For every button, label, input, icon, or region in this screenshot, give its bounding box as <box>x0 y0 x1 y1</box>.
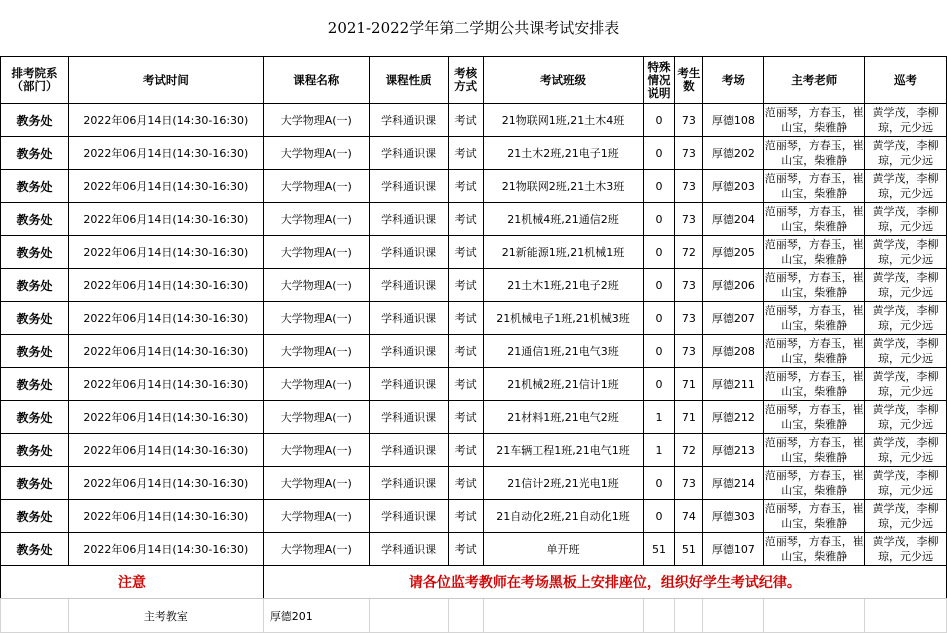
header-course: 课程名称 <box>263 57 369 104</box>
cell-method: 考试 <box>448 203 483 236</box>
header-row <box>1 57 947 104</box>
table-row <box>1 500 947 533</box>
cell-classes: 21材料1班,21电气2班 <box>483 401 643 434</box>
cell-count: 71 <box>675 368 703 401</box>
cell-room: 厚德203 <box>703 170 764 203</box>
cell-count: 74 <box>675 500 703 533</box>
cell-teachers: 范丽琴，方春玉，崔山宝，柴雅静 <box>764 302 865 335</box>
cell-patrol: 黄学茂，李柳琼，元少远 <box>865 467 947 500</box>
cell-time: 2022年06月14日(14:30-16:30) <box>68 137 263 170</box>
header-count: 考生数 <box>675 57 703 104</box>
cell-dept: 教务处 <box>1 137 69 170</box>
header-nature: 课程性质 <box>369 57 448 104</box>
empty-cell <box>703 599 764 633</box>
table-row <box>1 533 947 566</box>
cell-teachers: 范丽琴，方春玉，崔山宝，柴雅静 <box>764 137 865 170</box>
cell-teachers: 范丽琴，方春玉，崔山宝，柴雅静 <box>764 467 865 500</box>
cell-teachers: 范丽琴，方春玉，崔山宝，柴雅静 <box>764 434 865 467</box>
cell-special: 0 <box>643 368 675 401</box>
cell-room: 厚德202 <box>703 137 764 170</box>
cell-room: 厚德208 <box>703 335 764 368</box>
table-row <box>1 104 947 137</box>
table-row <box>1 368 947 401</box>
table-row <box>1 170 947 203</box>
cell-room: 厚德214 <box>703 467 764 500</box>
cell-course: 大学物理A(一) <box>263 203 369 236</box>
cell-nature: 学科通识课 <box>369 368 448 401</box>
empty-cell <box>369 599 448 633</box>
cell-patrol: 黄学茂，李柳琼，元少远 <box>865 236 947 269</box>
cell-patrol: 黄学茂，李柳琼，元少远 <box>865 335 947 368</box>
cell-nature: 学科通识课 <box>369 236 448 269</box>
cell-nature: 学科通识课 <box>369 533 448 566</box>
cell-patrol: 黄学茂，李柳琼，元少远 <box>865 368 947 401</box>
cell-method: 考试 <box>448 236 483 269</box>
cell-special: 0 <box>643 170 675 203</box>
empty-cell <box>764 599 865 633</box>
cell-count: 73 <box>675 203 703 236</box>
cell-teachers: 范丽琴，方春玉，崔山宝，柴雅静 <box>764 203 865 236</box>
cell-patrol: 黄学茂，李柳琼，元少远 <box>865 203 947 236</box>
cell-patrol: 黄学茂，李柳琼，元少远 <box>865 500 947 533</box>
cell-nature: 学科通识课 <box>369 401 448 434</box>
cell-dept: 教务处 <box>1 335 69 368</box>
cell-method: 考试 <box>448 335 483 368</box>
empty-cell <box>675 599 703 633</box>
cell-course: 大学物理A(一) <box>263 368 369 401</box>
cell-count: 73 <box>675 335 703 368</box>
cell-room: 厚德211 <box>703 368 764 401</box>
cell-time: 2022年06月14日(14:30-16:30) <box>68 434 263 467</box>
table-row <box>1 467 947 500</box>
cell-dept: 教务处 <box>1 500 69 533</box>
cell-room: 厚德213 <box>703 434 764 467</box>
cell-dept: 教务处 <box>1 104 69 137</box>
cell-course: 大学物理A(一) <box>263 104 369 137</box>
cell-room: 厚德212 <box>703 401 764 434</box>
cell-method: 考试 <box>448 467 483 500</box>
cell-patrol: 黄学茂，李柳琼，元少远 <box>865 401 947 434</box>
cell-room: 厚德204 <box>703 203 764 236</box>
table-row <box>1 203 947 236</box>
cell-dept: 教务处 <box>1 236 69 269</box>
cell-special: 0 <box>643 335 675 368</box>
cell-teachers: 范丽琴，方春玉，崔山宝，柴雅静 <box>764 401 865 434</box>
cell-classes: 21土木2班,21电子1班 <box>483 137 643 170</box>
cell-classes: 21土木1班,21电子2班 <box>483 269 643 302</box>
cell-classes: 21物联网1班,21土木4班 <box>483 104 643 137</box>
header-special: 特殊情况说明 <box>643 57 675 104</box>
cell-dept: 教务处 <box>1 302 69 335</box>
cell-course: 大学物理A(一) <box>263 467 369 500</box>
cell-teachers: 范丽琴，方春玉，崔山宝，柴雅静 <box>764 500 865 533</box>
cell-dept: 教务处 <box>1 269 69 302</box>
table-row <box>1 269 947 302</box>
cell-nature: 学科通识课 <box>369 170 448 203</box>
header-teachers: 主考老师 <box>764 57 865 104</box>
header-classes: 考试班级 <box>483 57 643 104</box>
table-row <box>1 335 947 368</box>
cell-course: 大学物理A(一) <box>263 500 369 533</box>
empty-cell <box>1 599 69 633</box>
cell-method: 考试 <box>448 368 483 401</box>
header-method: 考核方式 <box>448 57 483 104</box>
cell-course: 大学物理A(一) <box>263 335 369 368</box>
main-exam-room-label: 主考教室 <box>68 599 263 633</box>
cell-nature: 学科通识课 <box>369 434 448 467</box>
cell-method: 考试 <box>448 137 483 170</box>
cell-patrol: 黄学茂，李柳琼，元少远 <box>865 137 947 170</box>
cell-special: 0 <box>643 500 675 533</box>
cell-dept: 教务处 <box>1 401 69 434</box>
cell-dept: 教务处 <box>1 434 69 467</box>
cell-count: 51 <box>675 533 703 566</box>
note-row <box>1 566 947 599</box>
cell-time: 2022年06月14日(14:30-16:30) <box>68 500 263 533</box>
cell-teachers: 范丽琴，方春玉，崔山宝，柴雅静 <box>764 269 865 302</box>
header-patrol: 巡考 <box>865 57 947 104</box>
footer-row <box>1 599 947 633</box>
cell-dept: 教务处 <box>1 170 69 203</box>
cell-course: 大学物理A(一) <box>263 236 369 269</box>
cell-room: 厚德303 <box>703 500 764 533</box>
cell-nature: 学科通识课 <box>369 500 448 533</box>
cell-classes: 21机械2班,21信计1班 <box>483 368 643 401</box>
header-room: 考场 <box>703 57 764 104</box>
cell-nature: 学科通识课 <box>369 467 448 500</box>
main-exam-room-value: 厚德201 <box>263 599 369 633</box>
cell-classes: 21信计2班,21光电1班 <box>483 467 643 500</box>
cell-time: 2022年06月14日(14:30-16:30) <box>68 170 263 203</box>
cell-classes: 21车辆工程1班,21电气1班 <box>483 434 643 467</box>
cell-time: 2022年06月14日(14:30-16:30) <box>68 104 263 137</box>
cell-room: 厚德206 <box>703 269 764 302</box>
cell-room: 厚德107 <box>703 533 764 566</box>
cell-course: 大学物理A(一) <box>263 401 369 434</box>
table-row <box>1 434 947 467</box>
cell-nature: 学科通识课 <box>369 104 448 137</box>
cell-nature: 学科通识课 <box>369 137 448 170</box>
cell-special: 0 <box>643 269 675 302</box>
cell-count: 73 <box>675 269 703 302</box>
cell-count: 73 <box>675 104 703 137</box>
cell-room: 厚德207 <box>703 302 764 335</box>
cell-special: 0 <box>643 104 675 137</box>
cell-dept: 教务处 <box>1 467 69 500</box>
cell-method: 考试 <box>448 104 483 137</box>
cell-patrol: 黄学茂，李柳琼，元少远 <box>865 104 947 137</box>
cell-dept: 教务处 <box>1 203 69 236</box>
cell-teachers: 范丽琴，方春玉，崔山宝，柴雅静 <box>764 236 865 269</box>
cell-patrol: 黄学茂，李柳琼，元少远 <box>865 533 947 566</box>
cell-teachers: 范丽琴，方春玉，崔山宝，柴雅静 <box>764 104 865 137</box>
cell-time: 2022年06月14日(14:30-16:30) <box>68 236 263 269</box>
cell-time: 2022年06月14日(14:30-16:30) <box>68 368 263 401</box>
cell-special: 1 <box>643 434 675 467</box>
cell-classes: 21物联网2班,21土木3班 <box>483 170 643 203</box>
cell-course: 大学物理A(一) <box>263 302 369 335</box>
cell-method: 考试 <box>448 401 483 434</box>
cell-method: 考试 <box>448 302 483 335</box>
cell-patrol: 黄学茂，李柳琼，元少远 <box>865 170 947 203</box>
cell-time: 2022年06月14日(14:30-16:30) <box>68 467 263 500</box>
table-row <box>1 236 947 269</box>
header-dept: 排考院系（部门） <box>1 57 69 104</box>
cell-course: 大学物理A(一) <box>263 533 369 566</box>
cell-count: 73 <box>675 170 703 203</box>
empty-cell <box>643 599 675 633</box>
cell-teachers: 范丽琴，方春玉，崔山宝，柴雅静 <box>764 533 865 566</box>
cell-time: 2022年06月14日(14:30-16:30) <box>68 335 263 368</box>
cell-room: 厚德108 <box>703 104 764 137</box>
page-title: 2021-2022学年第二学期公共课考试安排表 <box>327 19 620 37</box>
cell-count: 73 <box>675 137 703 170</box>
cell-dept: 教务处 <box>1 533 69 566</box>
cell-course: 大学物理A(一) <box>263 137 369 170</box>
cell-count: 71 <box>675 401 703 434</box>
cell-teachers: 范丽琴，方春玉，崔山宝，柴雅静 <box>764 170 865 203</box>
cell-time: 2022年06月14日(14:30-16:30) <box>68 269 263 302</box>
cell-classes: 21机械电子1班,21机械3班 <box>483 302 643 335</box>
cell-teachers: 范丽琴，方春玉，崔山宝，柴雅静 <box>764 335 865 368</box>
cell-teachers: 范丽琴，方春玉，崔山宝，柴雅静 <box>764 368 865 401</box>
empty-cell <box>448 599 483 633</box>
cell-nature: 学科通识课 <box>369 302 448 335</box>
note-text: 请各位监考教师在考场黑板上安排座位，组织好学生考试纪律。 <box>263 566 946 599</box>
cell-special: 51 <box>643 533 675 566</box>
cell-method: 考试 <box>448 533 483 566</box>
cell-course: 大学物理A(一) <box>263 434 369 467</box>
cell-method: 考试 <box>448 269 483 302</box>
cell-patrol: 黄学茂，李柳琼，元少远 <box>865 434 947 467</box>
table-row <box>1 401 947 434</box>
cell-nature: 学科通识课 <box>369 335 448 368</box>
cell-time: 2022年06月14日(14:30-16:30) <box>68 401 263 434</box>
cell-patrol: 黄学茂，李柳琼，元少远 <box>865 269 947 302</box>
cell-time: 2022年06月14日(14:30-16:30) <box>68 203 263 236</box>
cell-classes: 单开班 <box>483 533 643 566</box>
cell-course: 大学物理A(一) <box>263 170 369 203</box>
cell-count: 72 <box>675 434 703 467</box>
cell-special: 0 <box>643 203 675 236</box>
cell-time: 2022年06月14日(14:30-16:30) <box>68 533 263 566</box>
cell-method: 考试 <box>448 434 483 467</box>
cell-special: 0 <box>643 302 675 335</box>
note-label: 注意 <box>1 566 264 599</box>
cell-special: 1 <box>643 401 675 434</box>
header-time: 考试时间 <box>68 57 263 104</box>
cell-count: 73 <box>675 302 703 335</box>
cell-special: 0 <box>643 137 675 170</box>
cell-classes: 21新能源1班,21机械1班 <box>483 236 643 269</box>
cell-nature: 学科通识课 <box>369 269 448 302</box>
cell-nature: 学科通识课 <box>369 203 448 236</box>
cell-time: 2022年06月14日(14:30-16:30) <box>68 302 263 335</box>
cell-classes: 21机械4班,21通信2班 <box>483 203 643 236</box>
empty-cell <box>483 599 643 633</box>
cell-special: 0 <box>643 236 675 269</box>
cell-patrol: 黄学茂，李柳琼，元少远 <box>865 302 947 335</box>
cell-count: 73 <box>675 467 703 500</box>
cell-special: 0 <box>643 467 675 500</box>
cell-classes: 21通信1班,21电气3班 <box>483 335 643 368</box>
cell-classes: 21自动化2班,21自动化1班 <box>483 500 643 533</box>
cell-room: 厚德205 <box>703 236 764 269</box>
cell-method: 考试 <box>448 170 483 203</box>
empty-cell <box>865 599 947 633</box>
cell-dept: 教务处 <box>1 368 69 401</box>
cell-count: 72 <box>675 236 703 269</box>
cell-course: 大学物理A(一) <box>263 269 369 302</box>
table-row <box>1 137 947 170</box>
cell-method: 考试 <box>448 500 483 533</box>
table-row <box>1 302 947 335</box>
exam-schedule-table <box>0 56 947 633</box>
